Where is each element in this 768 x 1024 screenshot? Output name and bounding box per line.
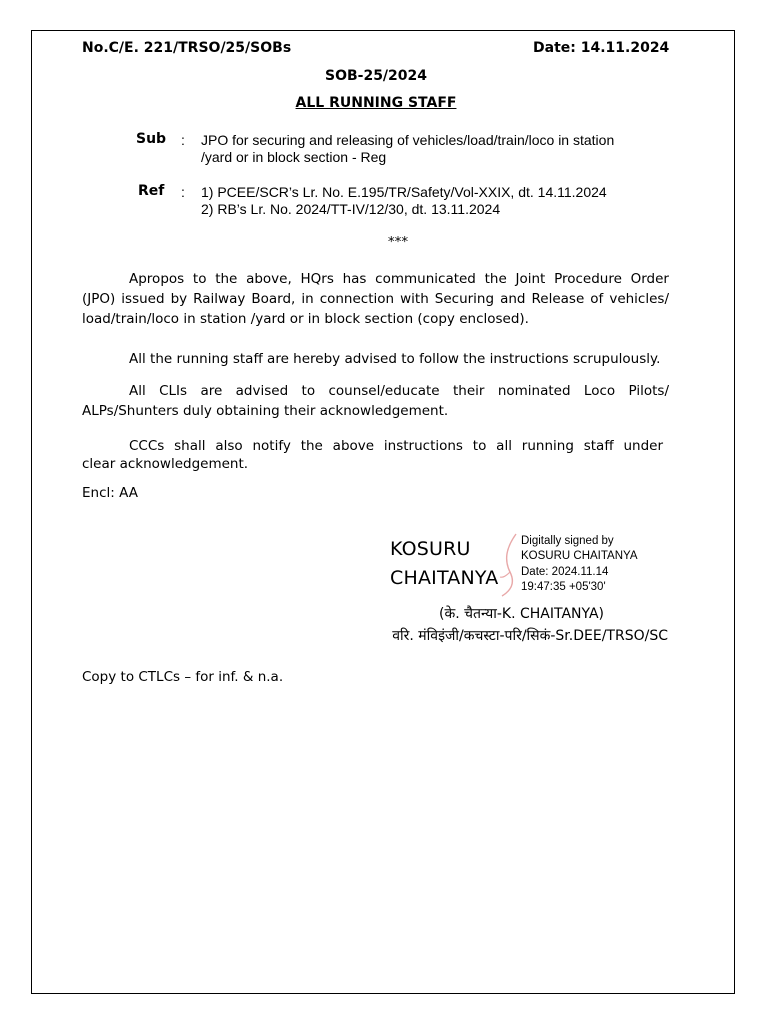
signature-meta: 19:47:35 +05'30' bbox=[521, 581, 606, 593]
paragraph-1-line: load/train/loco in station /yard or in block section (copy enclosed). bbox=[82, 311, 529, 327]
reference-label: Ref bbox=[138, 183, 165, 199]
signer-name-line-1: KOSURU bbox=[390, 538, 471, 560]
signer-name-line-2: CHAITANYA bbox=[390, 567, 499, 589]
copy-to: Copy to CTLCs – for inf. & n.a. bbox=[82, 669, 284, 685]
reference-number: No.C/E. 221/TRSO/25/SOBs bbox=[82, 40, 292, 56]
section-separator: *** bbox=[387, 234, 409, 250]
signature-mark-icon bbox=[494, 530, 524, 600]
paragraph-4-line: clear acknowledgement. bbox=[82, 456, 249, 472]
signer-name-hindi: (के. चैतन्या-K. CHAITANYA) bbox=[439, 606, 605, 622]
digital-signature bbox=[386, 530, 676, 600]
paragraph-3-line: ALPs/Shunters duly obtaining their acknowledgement. bbox=[82, 403, 449, 419]
reference-item: 2) RB’s Lr. No. 2024/TT-IV/12/30, dt. 13.11.2024 bbox=[201, 201, 501, 217]
page-border bbox=[31, 30, 735, 994]
paragraph-4-line: CCCs shall also notify the above instructions to all running staff under bbox=[129, 438, 663, 454]
paragraph-1-line: Apropos to the above, HQrs has communicated the Joint Procedure Order bbox=[129, 271, 669, 287]
enclosure: Encl: AA bbox=[82, 485, 138, 501]
subject-line-2: /yard or in block section - Reg bbox=[201, 149, 387, 165]
sob-number: SOB-25/2024 bbox=[324, 68, 428, 84]
signature-meta: Digitally signed by bbox=[521, 535, 614, 547]
addressee: ALL RUNNING STAFF bbox=[295, 95, 457, 111]
paragraph-3-line: All CLIs are advised to counsel/educate their nominated Loco Pilots/ bbox=[129, 383, 669, 399]
reference-item: 1) PCEE/SCR’s Lr. No. E.195/TR/Safety/Vol-XXIX, dt. 14.11.2024 bbox=[201, 184, 607, 200]
reference-separator: : bbox=[181, 184, 185, 200]
signer-designation: वरि. मंविइंजी/कचस्टा-परि/सिकं-Sr.DEE/TRSO/SC bbox=[392, 628, 668, 644]
subject-separator: : bbox=[181, 132, 185, 148]
signature-meta: Date: 2024.11.14 bbox=[521, 566, 609, 578]
subject-label: Sub bbox=[136, 131, 167, 147]
paragraph-2: All the running staff are hereby advised to follow the instructions scrupulously. bbox=[129, 351, 661, 367]
paragraph-1-line: (JPO) issued by Railway Board, in connection with Securing and Release of vehicles/ bbox=[82, 291, 669, 307]
document-date: Date: 14.11.2024 bbox=[533, 40, 670, 56]
subject-line-1: JPO for securing and releasing of vehicles/load/train/loco in station bbox=[201, 132, 615, 148]
signature-meta: KOSURU CHAITANYA bbox=[521, 550, 638, 562]
